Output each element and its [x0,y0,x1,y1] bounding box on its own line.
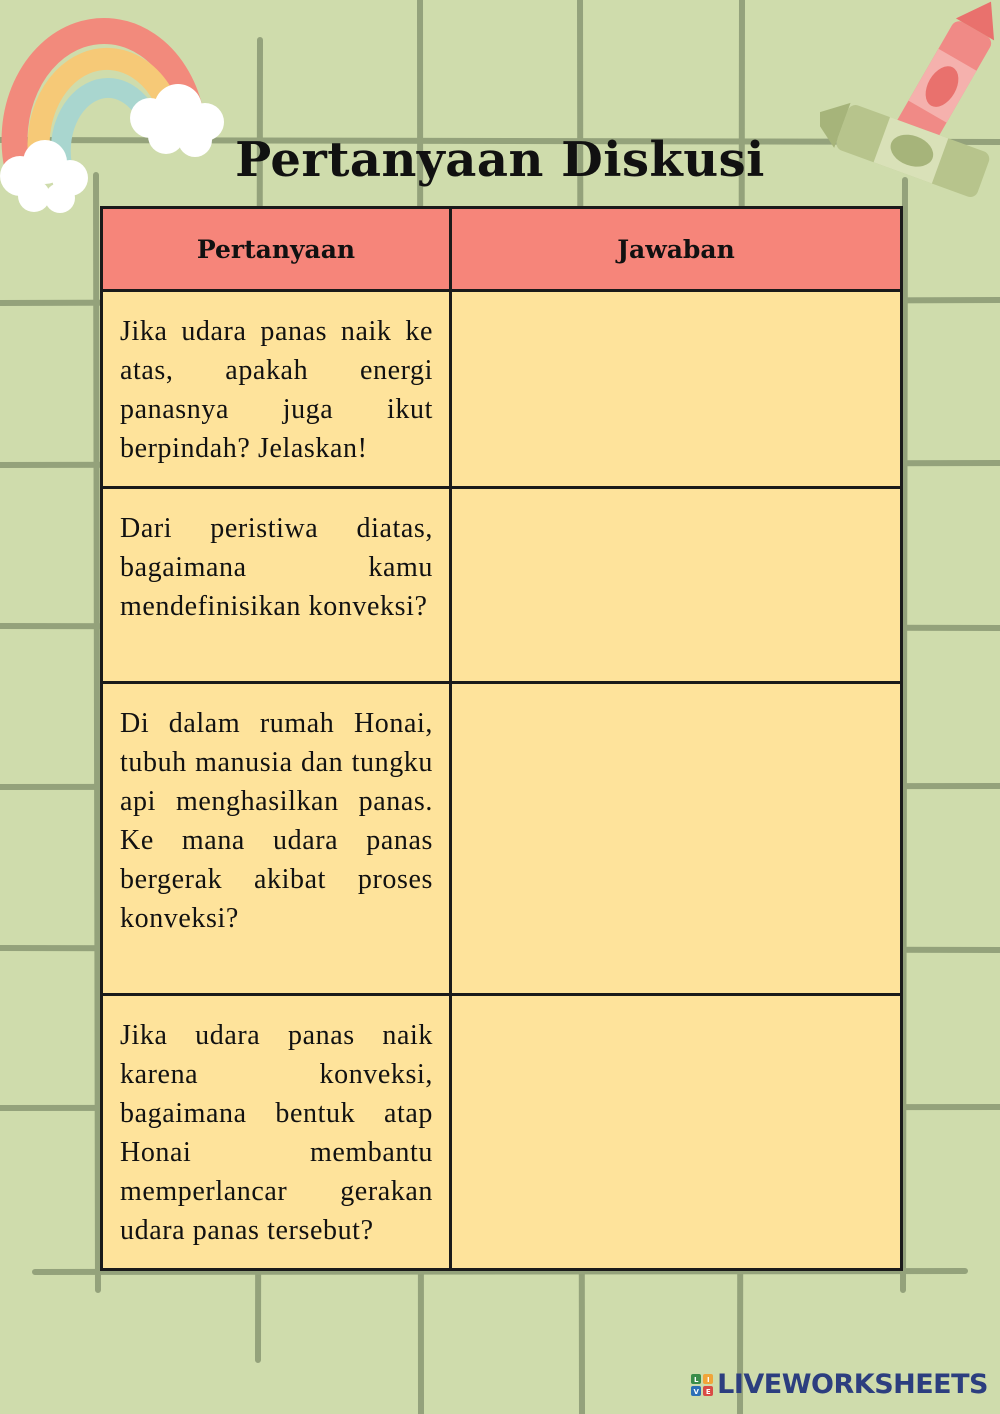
discussion-table [100,206,903,1271]
icon-letter-v: V [693,1387,699,1396]
table-row [102,683,902,995]
page-title: Pertanyaan Diskusi [235,132,765,189]
question-cell [102,488,451,683]
header-question: Pertanyaan [102,208,451,291]
icon-letter-e: E [706,1387,711,1396]
question-text: Di dalam rumah Honai, tubuh manusia dan tungku api menghasilkan panas. Ke mana udara panas bergerak akibat proses konveksi? [120,708,433,934]
header-answer: Jawaban [451,208,902,291]
answer-cell[interactable] [451,995,902,1270]
question-cell [102,683,451,995]
answer-input[interactable] [452,489,900,681]
table-header-row [102,208,902,291]
icon-letter-i: I [707,1375,710,1384]
liveworksheets-logo [691,1369,988,1400]
table-row [102,291,902,488]
question-text: Jika udara panas naik ke atas, apakah energi panasnya juga ikut berpindah? Jelaskan! [120,316,433,464]
table-row [102,488,902,683]
liveworksheets-icon [691,1374,713,1396]
answer-cell[interactable] [451,683,902,995]
question-text: Jika udara panas naik karena konveksi, bagaimana bentuk atap Honai membantu memperlancar gerakan udara panas tersebut? [120,1020,433,1246]
question-cell [102,291,451,488]
question-cell [102,995,451,1270]
answer-cell[interactable] [451,488,902,683]
discussion-table-container [100,206,900,1271]
table-row [102,995,902,1270]
answer-cell[interactable] [451,291,902,488]
answer-input[interactable] [452,684,900,993]
question-text: Dari peristiwa diatas, bagaimana kamu mendefinisikan konveksi? [120,513,433,622]
liveworksheets-logo-text: LIVEWORKSHEETS [717,1369,988,1400]
answer-input[interactable] [452,292,900,486]
answer-input[interactable] [452,996,900,1268]
icon-letter-l: L [694,1375,699,1384]
